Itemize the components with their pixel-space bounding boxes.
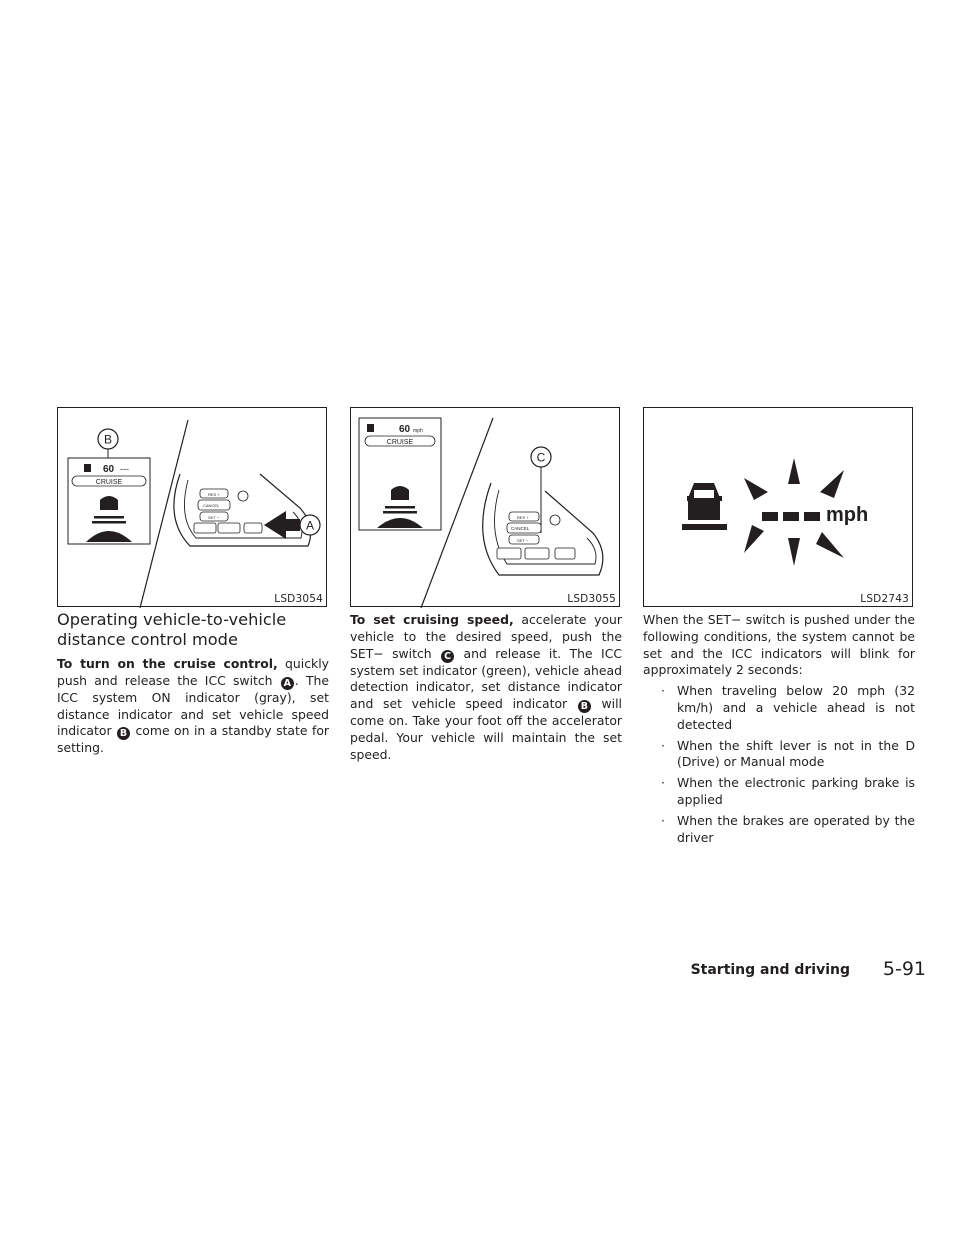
btn-res: RES + xyxy=(517,515,529,520)
column-2 xyxy=(350,612,622,764)
callout-a-label: A xyxy=(305,518,315,533)
blink-ray-icon xyxy=(820,470,844,498)
list-item: · When the brakes are operated by the driver xyxy=(653,813,915,847)
blink-ray-icon xyxy=(744,525,764,553)
btn-cancel: CANCEL xyxy=(511,526,530,531)
text: accelerate your vehicle to the desired speed, push the SET− switch xyxy=(350,612,622,661)
vehicle-ahead-icon xyxy=(682,483,727,530)
blink-ray-icon xyxy=(788,458,800,484)
display-speed: 60 xyxy=(103,464,115,475)
column-3 xyxy=(643,612,915,850)
marker-a: A xyxy=(281,677,294,690)
figure-icc-switch-standby xyxy=(57,407,327,607)
callout-c-label: C xyxy=(536,450,546,465)
paragraph-conditions-intro: When the SET− switch is pushed under the following conditions, the system cannot be set and the ICC indicators will blink for approximately 2 seconds: xyxy=(643,612,915,678)
marker-b: B xyxy=(578,700,591,713)
figure-code: LSD2743 xyxy=(860,593,909,605)
figure-code: LSD3055 xyxy=(567,593,616,605)
callout-b-label: B xyxy=(103,432,113,447)
text: and release it. The ICC system set indicator (green), vehicle ahead detection indicator, set distance indicator and set vehicle speed indicator xyxy=(350,645,622,712)
btn-set: SET − xyxy=(208,515,220,520)
figure-blinking-indicators xyxy=(643,407,913,607)
list-item: · When the shift lever is not in the D (Drive) or Manual mode xyxy=(653,738,915,772)
figure-set-switch xyxy=(350,407,620,607)
text: . The ICC system ON indicator (gray), set distance indicator and set vehicle speed indicator xyxy=(57,672,329,739)
list-item: · When traveling below 20 mph (32 km/h) and a vehicle ahead is not detected xyxy=(653,683,915,733)
text: come on in a standby state for setting. xyxy=(57,723,329,756)
btn-res: RES + xyxy=(208,492,220,497)
figure-2-illustration xyxy=(351,408,621,608)
display-speed: 60 xyxy=(399,424,411,435)
figure-1-illustration xyxy=(58,408,328,608)
blink-ray-icon xyxy=(744,478,768,500)
lead-phrase: To turn on the cruise control, xyxy=(57,656,278,671)
marker-c: C xyxy=(441,650,454,663)
btn-set: SET − xyxy=(517,538,529,543)
arrow-icon xyxy=(264,511,300,539)
display-unit: mph xyxy=(413,428,423,434)
btn-cancel: CANCEL xyxy=(203,503,220,508)
section-heading: Operating vehicle-to-vehicle distance control mode xyxy=(57,610,287,649)
conditions-list xyxy=(643,683,915,846)
paragraph-set-speed xyxy=(350,612,622,764)
lead-phrase: To set cruising speed, xyxy=(350,612,514,627)
speed-unit: mph xyxy=(826,504,869,526)
marker-b: B xyxy=(117,727,130,740)
list-item: · When the electronic parking brake is applied xyxy=(653,775,915,809)
column-1 xyxy=(57,610,329,757)
text: quickly push and release the ICC switch xyxy=(57,656,329,688)
figure-3-illustration xyxy=(644,408,914,608)
blink-ray-icon xyxy=(788,538,800,566)
footer-section-title: Starting and driving xyxy=(690,962,850,978)
paragraph-turn-on xyxy=(57,656,329,757)
blink-ray-icon xyxy=(816,532,844,558)
page-number: 5-91 xyxy=(882,958,926,980)
text: will come on. Take your foot off the accelerator pedal. Your vehicle will maintain the set speed. xyxy=(350,696,623,762)
display-distance: --- xyxy=(120,464,129,474)
page-footer xyxy=(690,958,926,982)
display-cruise: CRUISE xyxy=(95,479,123,486)
figure-code: LSD3054 xyxy=(274,593,323,605)
display-cruise: CRUISE xyxy=(386,439,414,446)
